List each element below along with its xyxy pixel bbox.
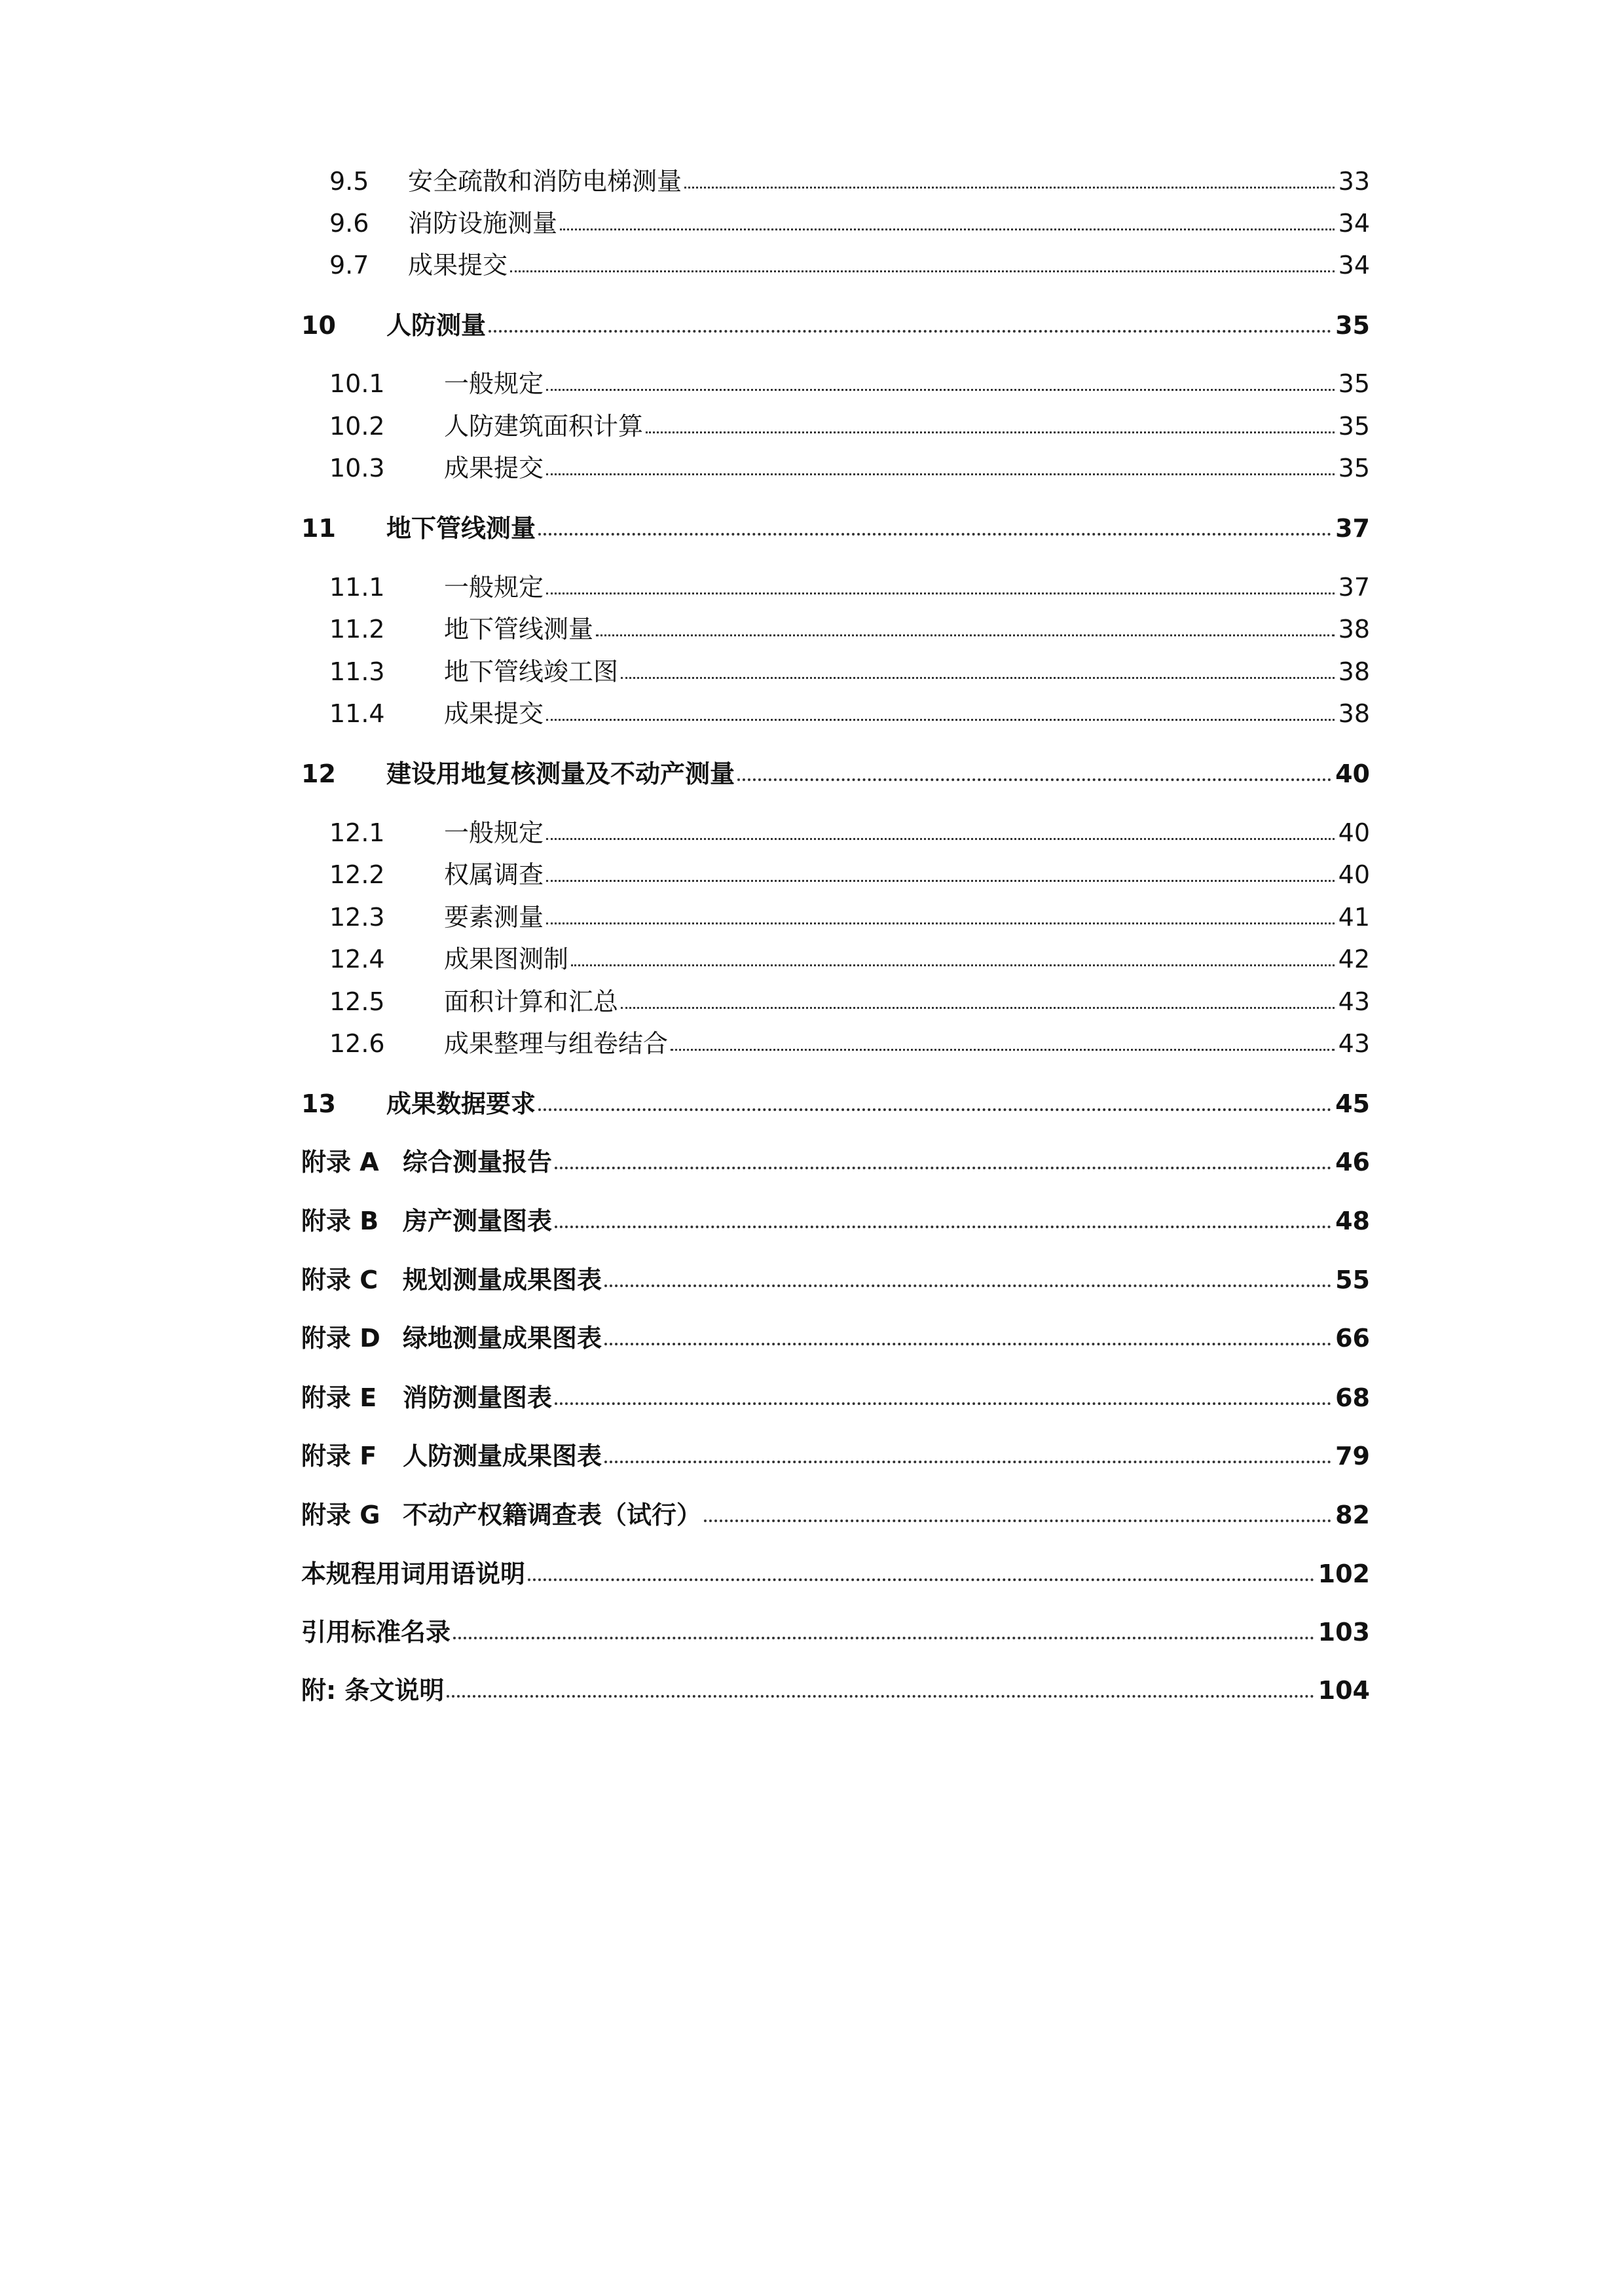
toc-dot-leader [546,880,1335,882]
toc-entry-page-number: 40 [1338,818,1370,847]
toc-entry-number: 9.6 [329,209,369,238]
toc-entry-page-number: 37 [1338,573,1370,602]
toc-entry-title: 绿地测量成果图表 [403,1324,602,1353]
toc-entry[interactable] [329,848,1370,887]
toc-dot-leader [646,431,1335,433]
toc-entry[interactable] [329,441,1370,481]
toc-dot-leader [621,677,1335,679]
toc-entry-title: 地下管线竣工图 [444,657,619,686]
toc-entry-page-number: 34 [1338,209,1370,238]
toc-entry-page-number: 103 [1318,1618,1370,1647]
toc-entry-number: 9.5 [329,167,369,196]
toc-dot-leader [546,922,1335,924]
toc-entry-page-number: 45 [1335,1089,1370,1118]
toc-dot-leader [546,838,1335,840]
toc-entry[interactable] [301,1135,1370,1175]
toc-entry-number: 附录 B [301,1207,379,1235]
toc-entry-number: 12.3 [329,903,385,932]
toc-entry-number: 附录 E [301,1383,377,1412]
toc-entry-number: 9.7 [329,251,369,280]
toc-entry-page-number: 79 [1335,1442,1370,1470]
toc-entry-title: 人防测量成果图表 [403,1442,602,1470]
toc-entry-number: 11.4 [329,699,385,728]
toc-entry-title: 规划测量成果图表 [403,1266,602,1294]
toc-entry[interactable] [301,1605,1370,1645]
toc-entry[interactable] [329,238,1370,278]
toc-entry-title: 地下管线测量 [444,615,594,644]
toc-entry[interactable] [329,399,1370,439]
toc-entry[interactable] [329,975,1370,1014]
toc-dot-leader [604,1285,1331,1287]
toc-entry-title: 消防设施测量 [408,209,558,238]
toc-entry-page-number: 38 [1338,615,1370,644]
toc-entry-page-number: 66 [1335,1324,1370,1353]
toc-entry-page-number: 42 [1338,945,1370,974]
toc-entry-page-number: 38 [1338,657,1370,686]
toc-entry-title: 消防测量图表 [403,1383,553,1412]
toc-entry-page-number: 55 [1335,1266,1370,1294]
toc-entry-page-number: 48 [1335,1207,1370,1235]
toc-dot-leader [555,1167,1331,1169]
toc-entry-number: 12.6 [329,1029,385,1058]
toc-entry[interactable] [301,1253,1370,1292]
toc-dot-leader [596,634,1335,636]
toc-entry[interactable] [301,1664,1370,1703]
toc-entry-page-number: 68 [1335,1383,1370,1412]
toc-entry[interactable] [329,645,1370,684]
toc-dot-leader [528,1578,1314,1581]
toc-entry-title: 人防测量 [386,311,487,340]
toc-entry-title: 附: 条文说明 [301,1676,445,1705]
toc-entry[interactable] [301,1488,1370,1527]
toc-entry[interactable] [329,196,1370,236]
toc-dot-leader [546,473,1335,475]
toc-entry[interactable] [329,890,1370,930]
toc-entry-page-number: 35 [1338,369,1370,398]
toc-entry-title: 成果提交 [444,454,544,483]
toc-entry[interactable] [301,1311,1370,1351]
toc-dot-leader [704,1520,1331,1522]
toc-entry-number: 附录 C [301,1266,378,1294]
toc-entry[interactable] [329,560,1370,600]
toc-entry-title: 安全疏散和消防电梯测量 [408,167,682,196]
toc-entry-title: 要素测量 [444,903,544,932]
toc-dot-leader [546,592,1335,594]
toc-dot-leader [538,533,1331,536]
toc-entry-page-number: 46 [1335,1148,1370,1176]
toc-entry[interactable] [301,1429,1370,1468]
toc-entry[interactable] [329,155,1370,194]
toc-dot-leader [489,330,1331,333]
toc-entry[interactable] [301,501,1370,541]
toc-entry-number: 11.1 [329,573,385,602]
toc-entry-number: 12.4 [329,945,385,974]
toc-entry-number: 10.2 [329,412,385,441]
toc-entry-number: 附录 D [301,1324,380,1353]
toc-entry[interactable] [329,1017,1370,1056]
toc-dot-leader [453,1637,1314,1639]
toc-entry-number: 附录 F [301,1442,377,1470]
toc-entry-number: 11.3 [329,657,385,686]
toc-entry-title: 一般规定 [444,369,544,398]
toc-entry-page-number: 102 [1318,1559,1370,1588]
toc-entry-page-number: 33 [1338,167,1370,196]
toc-entry-number: 10.1 [329,369,385,398]
toc-entry-title: 综合测量报告 [403,1148,553,1176]
toc-entry-page-number: 104 [1318,1676,1370,1705]
toc-dot-leader [546,389,1335,391]
toc-entry-page-number: 34 [1338,251,1370,280]
toc-entry[interactable] [329,687,1370,726]
toc-entry-page-number: 35 [1338,454,1370,483]
toc-entry-page-number: 38 [1338,699,1370,728]
toc-entry-number: 13 [301,1089,336,1118]
toc-entry-title: 面积计算和汇总 [444,987,619,1016]
toc-entry-title: 成果提交 [408,251,508,280]
toc-entry-title: 成果图测制 [444,945,569,974]
toc-entry-page-number: 82 [1335,1501,1370,1529]
toc-entry-number: 11.2 [329,615,385,644]
toc-entry-title: 人防建筑面积计算 [444,412,644,441]
toc-dot-leader [538,1108,1331,1111]
toc-entry-title: 一般规定 [444,818,544,847]
toc-dot-leader [546,719,1335,721]
toc-entry-title: 地下管线测量 [386,514,536,543]
toc-entry[interactable] [301,1371,1370,1410]
toc-entry[interactable] [301,1077,1370,1116]
toc-entry-title: 不动产权籍调查表（试行） [403,1501,702,1529]
toc-entry-title: 房产测量图表 [403,1207,553,1235]
toc-entry[interactable] [329,357,1370,396]
toc-dot-leader [604,1461,1331,1463]
toc-entry-page-number: 43 [1338,1029,1370,1058]
toc-entry-page-number: 41 [1338,903,1370,932]
toc-dot-leader [737,778,1331,781]
toc-entry[interactable] [301,1547,1370,1586]
toc-entry-number: 12 [301,759,336,788]
toc-entry-title: 引用标准名录 [301,1618,451,1647]
toc-entry[interactable] [329,602,1370,642]
toc-dot-leader [560,228,1335,230]
toc-dot-leader [621,1007,1335,1009]
toc-entry[interactable] [301,747,1370,786]
toc-dot-leader [510,270,1335,272]
toc-entry-number: 附录 A [301,1148,379,1176]
toc-entry-title: 建设用地复核测量及不动产测量 [386,759,735,788]
toc-dot-leader [555,1226,1331,1228]
toc-dot-leader [447,1695,1314,1698]
toc-entry-page-number: 40 [1335,759,1370,788]
toc-dot-leader [555,1402,1331,1405]
toc-entry-number: 10 [301,311,336,340]
toc-entry-number: 12.2 [329,860,385,889]
toc-entry[interactable] [329,806,1370,845]
toc-entry[interactable] [301,1194,1370,1233]
toc-entry-page-number: 35 [1338,412,1370,441]
toc-entry[interactable] [301,299,1370,338]
toc-entry-title: 成果提交 [444,699,544,728]
toc-entry-number: 附录 G [301,1501,380,1529]
toc-entry[interactable] [329,932,1370,972]
toc-entry-number: 12.1 [329,818,385,847]
toc-entry-page-number: 35 [1335,311,1370,340]
toc-entry-title: 本规程用词用语说明 [301,1559,526,1588]
toc-entry-page-number: 40 [1338,860,1370,889]
toc-entry-title: 成果整理与组卷结合 [444,1029,669,1058]
toc-entry-page-number: 43 [1338,987,1370,1016]
toc-dot-leader [671,1049,1335,1051]
toc-dot-leader [571,964,1335,966]
toc-entry-title: 成果数据要求 [386,1089,536,1118]
toc-entry-title: 权属调查 [444,860,544,889]
toc-entry-number: 12.5 [329,987,385,1016]
toc-entry-page-number: 37 [1335,514,1370,543]
toc-dot-leader [684,187,1335,189]
toc-dot-leader [604,1343,1331,1345]
toc-entry-number: 10.3 [329,454,385,483]
toc-entry-title: 一般规定 [444,573,544,602]
toc-entry-number: 11 [301,514,336,543]
